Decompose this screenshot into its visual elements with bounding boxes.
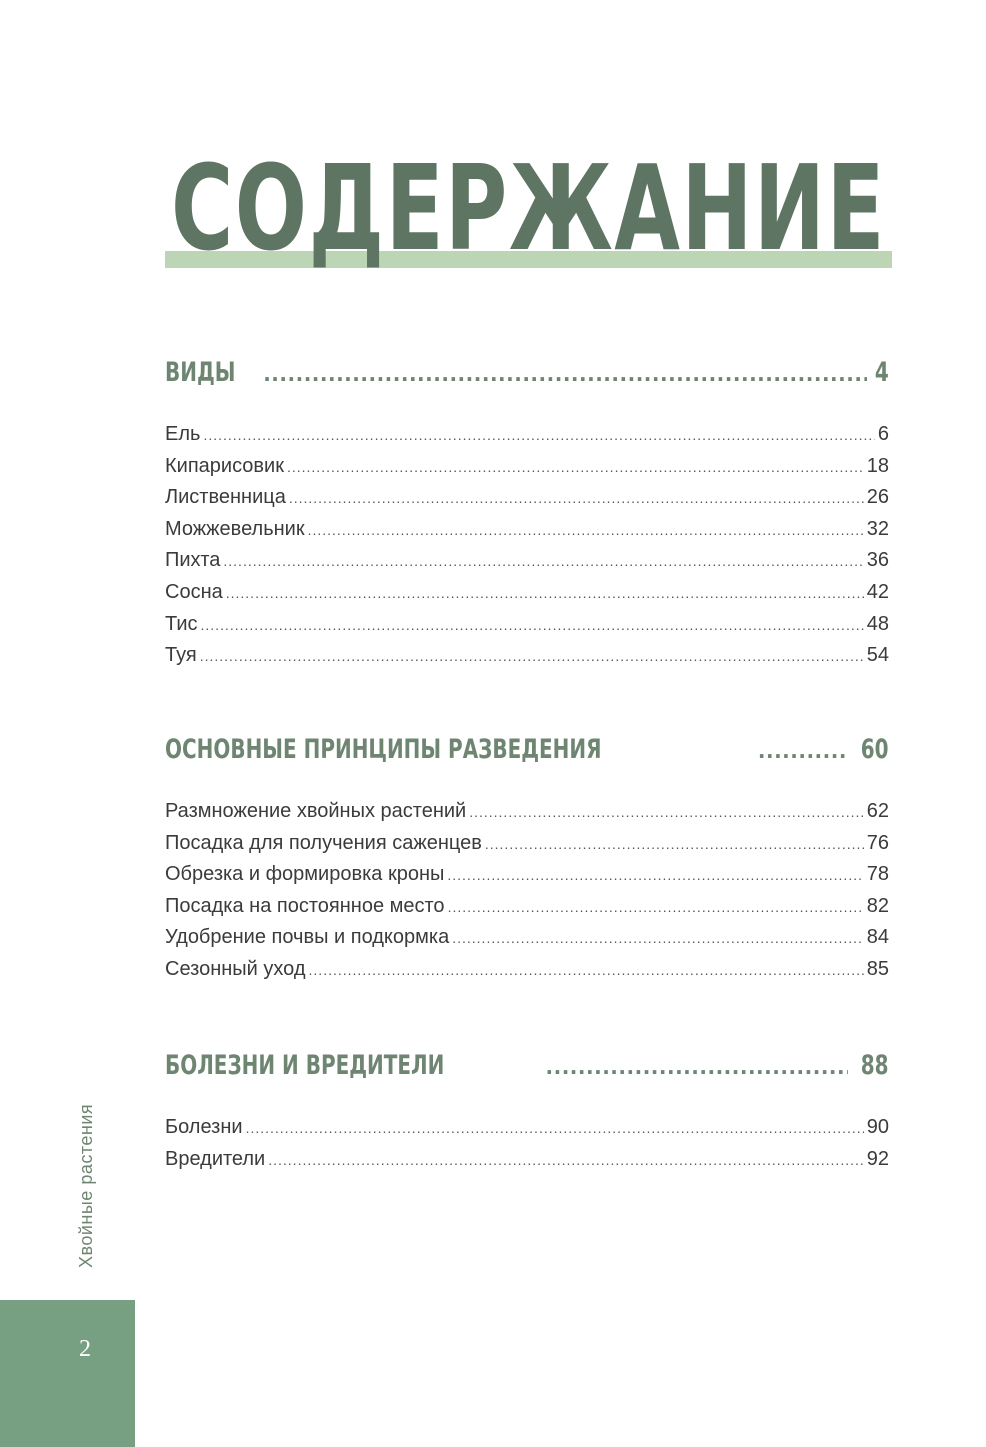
toc-heading-page: 88 xyxy=(861,1050,889,1081)
dot-leader xyxy=(223,553,863,569)
toc-item[interactable] xyxy=(165,895,889,927)
toc-item[interactable] xyxy=(165,581,889,613)
toc-item-page: 54 xyxy=(866,644,889,667)
toc-item-list xyxy=(165,1116,889,1179)
toc-section-diseases xyxy=(165,1050,889,1179)
toc-item-label: Вредители xyxy=(165,1147,266,1170)
toc-item-page: 78 xyxy=(866,863,889,886)
toc-item[interactable] xyxy=(165,832,889,864)
dot-leader xyxy=(448,899,864,915)
dot-leader xyxy=(308,522,864,538)
dot-leader xyxy=(289,490,864,506)
dot-leader xyxy=(546,1055,849,1079)
running-title: Хвойные растения xyxy=(76,1103,96,1268)
toc-item-label: Посадка для получения саженцев xyxy=(165,831,482,854)
toc-item-label: Туя xyxy=(165,644,197,667)
toc-item-label: Лиственница xyxy=(165,486,286,509)
toc-heading-label: ВИДЫ xyxy=(165,357,236,388)
toc-item[interactable] xyxy=(165,455,889,487)
toc-item-page: 90 xyxy=(866,1116,889,1138)
dot-leader xyxy=(201,617,864,633)
dot-leader xyxy=(309,962,864,978)
toc-item-label: Пихта xyxy=(165,549,221,572)
toc-item-label: Тис xyxy=(165,612,198,635)
toc-item-page: 26 xyxy=(866,486,889,509)
dot-leader xyxy=(469,804,864,820)
toc-section-heading[interactable] xyxy=(165,734,889,774)
toc-item-page: 76 xyxy=(866,831,889,854)
toc-item[interactable] xyxy=(165,423,889,455)
dot-leader xyxy=(452,930,864,946)
page-title-block xyxy=(165,139,892,280)
toc-item[interactable] xyxy=(165,926,889,958)
toc-item-page: 82 xyxy=(866,894,889,917)
page-number: 2 xyxy=(79,1336,91,1362)
toc-item[interactable] xyxy=(165,863,889,895)
toc-heading-label: ОСНОВНЫЕ ПРИНЦИПЫ РАЗВЕДЕНИЯ xyxy=(165,734,602,765)
toc-item[interactable] xyxy=(165,518,889,550)
toc-item-label: Размножение хвойных растений xyxy=(165,800,467,822)
toc-item[interactable] xyxy=(165,1116,889,1148)
toc-item[interactable] xyxy=(165,644,889,676)
toc-item-label: Кипарисовик xyxy=(165,454,284,477)
page-number-tab xyxy=(0,1300,135,1447)
toc-item-label: Ель xyxy=(165,423,201,445)
toc-item-page: 18 xyxy=(866,454,889,477)
dot-leader xyxy=(268,1152,864,1168)
toc-item[interactable] xyxy=(165,549,889,581)
toc-section-heading[interactable] xyxy=(165,357,889,397)
toc-item-page: 85 xyxy=(866,957,889,980)
toc-item[interactable] xyxy=(165,613,889,645)
dot-leader xyxy=(758,739,849,763)
toc-item-page: 92 xyxy=(866,1147,889,1170)
dot-leader xyxy=(226,585,864,601)
toc-item-page: 84 xyxy=(866,926,889,949)
dot-leader xyxy=(200,648,864,664)
page-title: СОДЕРЖАНИЕ xyxy=(171,139,886,277)
dot-leader xyxy=(246,1120,864,1136)
toc-item-label: Болезни xyxy=(165,1116,243,1138)
toc-heading-page: 60 xyxy=(861,734,889,765)
toc-item[interactable] xyxy=(165,1148,889,1180)
toc-item-list xyxy=(165,800,889,990)
dot-leader xyxy=(447,867,863,883)
toc-heading-page: 4 xyxy=(875,357,889,388)
dot-leader xyxy=(203,427,874,443)
toc-item-label: Удобрение почвы и подкормка xyxy=(165,926,450,949)
toc-section-cultivation xyxy=(165,734,889,990)
toc-item[interactable] xyxy=(165,800,889,832)
toc-item-label: Обрезка и формировка кроны xyxy=(165,863,445,886)
toc-item-list xyxy=(165,423,889,676)
toc-heading-label: БОЛЕЗНИ И ВРЕДИТЕЛИ xyxy=(165,1050,445,1081)
toc-item[interactable] xyxy=(165,958,889,990)
toc-item-page: 36 xyxy=(866,549,889,572)
dot-leader xyxy=(485,836,864,852)
toc-item-page: 32 xyxy=(866,517,889,540)
toc-section-species xyxy=(165,357,889,676)
toc-item-page: 62 xyxy=(866,800,889,822)
toc-item-page: 48 xyxy=(866,612,889,635)
toc-section-heading[interactable] xyxy=(165,1050,889,1090)
toc-item-label: Сезонный уход xyxy=(165,957,306,980)
toc-item-label: Сосна xyxy=(165,580,223,603)
dot-leader xyxy=(287,459,864,475)
toc-item-label: Посадка на постоянное место xyxy=(165,894,445,917)
toc-item[interactable] xyxy=(165,486,889,518)
toc-item-page: 6 xyxy=(877,423,889,445)
dot-leader xyxy=(263,362,867,386)
toc-item-page: 42 xyxy=(866,580,889,603)
toc-item-label: Можжевельник xyxy=(165,517,305,540)
